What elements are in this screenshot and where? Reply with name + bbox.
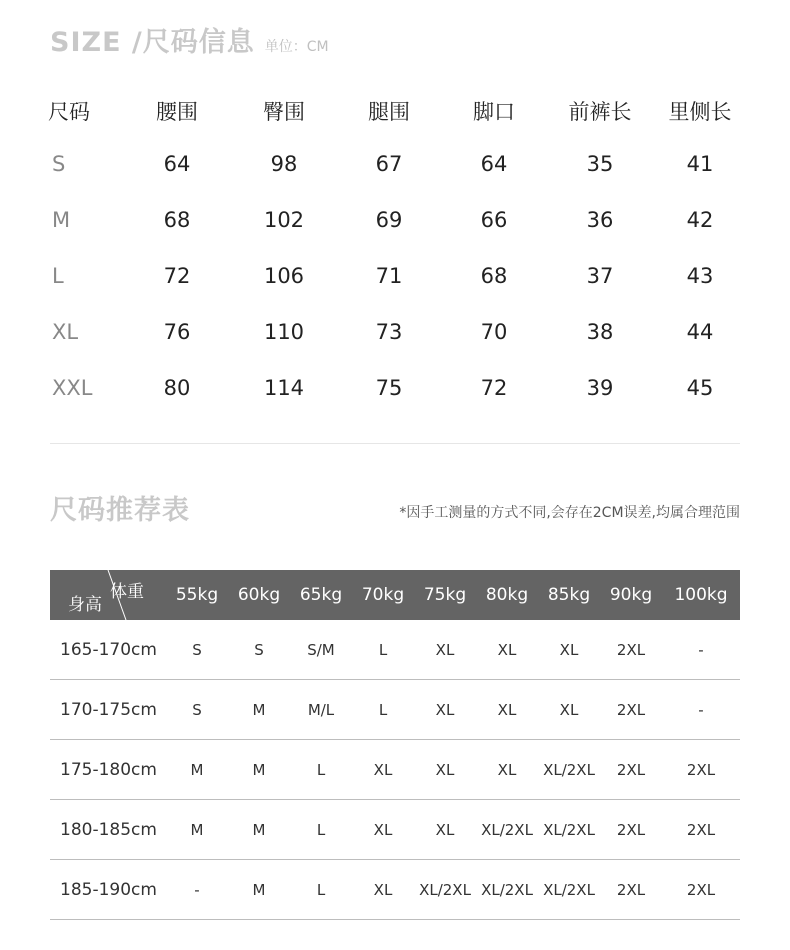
table-cell: L — [290, 800, 352, 860]
height-cell: 180-185cm — [50, 800, 166, 860]
table-cell: 71 — [375, 264, 403, 288]
table-cell: 106 — [263, 264, 305, 288]
table-cell: 68 — [480, 264, 508, 288]
table-cell: XL — [414, 680, 476, 740]
table-cell: - — [166, 860, 228, 920]
table-cell: XL — [352, 860, 414, 920]
table-cell: XL — [352, 740, 414, 800]
table-cell: 68 — [163, 208, 191, 232]
section-divider — [50, 443, 740, 444]
table-cell: M — [228, 740, 290, 800]
table-cell: M — [228, 860, 290, 920]
table-cell: 2XL — [600, 620, 662, 680]
table-cell: XL — [414, 740, 476, 800]
table-row — [44, 136, 750, 192]
table-cell: 37 — [586, 264, 614, 288]
table-cell: XL/2XL — [414, 860, 476, 920]
col-header-size: 尺码 — [48, 100, 90, 124]
size-cell: M — [52, 208, 71, 232]
table-cell: 67 — [375, 152, 403, 176]
size-cell: XL — [52, 320, 79, 344]
col-header-thigh: 腿围 — [368, 100, 410, 124]
col-header-hip: 臀围 — [263, 100, 305, 124]
table-cell: XL — [476, 680, 538, 740]
weight-header: 60kg — [237, 585, 281, 605]
table-cell: M/L — [290, 680, 352, 740]
height-cell: 185-190cm — [50, 860, 166, 920]
col-header-waist: 腰围 — [156, 100, 198, 124]
table-row — [44, 304, 750, 360]
size-info-title — [50, 20, 329, 56]
corner-cell — [50, 570, 166, 620]
size-table — [44, 86, 750, 416]
height-axis-label: 身高 — [68, 595, 102, 615]
weight-header: 65kg — [299, 585, 343, 605]
table-cell: 35 — [586, 152, 614, 176]
table-cell: 2XL — [662, 800, 740, 860]
table-cell: 2XL — [600, 800, 662, 860]
col-header-front-length: 前裤长 — [568, 100, 632, 124]
table-cell: L — [290, 860, 352, 920]
table-cell: 36 — [586, 208, 614, 232]
size-recommend-title: 尺码推荐表 — [50, 495, 190, 526]
table-cell: 39 — [586, 376, 614, 400]
table-row — [50, 800, 740, 860]
table-cell: 114 — [263, 376, 305, 400]
table-cell: XL/2XL — [538, 740, 600, 800]
table-cell: S — [166, 620, 228, 680]
height-cell: 170-175cm — [50, 680, 166, 740]
table-cell: L — [352, 620, 414, 680]
size-info-heading: SIZE /尺码信息 — [50, 27, 255, 58]
table-cell: M — [166, 800, 228, 860]
table-cell: - — [662, 680, 740, 740]
table-cell: L — [352, 680, 414, 740]
table-cell: 2XL — [600, 740, 662, 800]
table-cell: 2XL — [662, 860, 740, 920]
table-cell: XL — [538, 680, 600, 740]
table-cell: 80 — [163, 376, 191, 400]
size-cell: S — [52, 152, 66, 176]
size-table-header — [44, 86, 750, 136]
table-cell: M — [228, 680, 290, 740]
height-cell: 165-170cm — [50, 620, 166, 680]
table-cell: XL — [476, 620, 538, 680]
table-cell: 42 — [686, 208, 714, 232]
table-cell: XL/2XL — [476, 800, 538, 860]
col-header-hem: 脚口 — [473, 100, 515, 124]
table-cell: S — [166, 680, 228, 740]
table-row — [44, 192, 750, 248]
weight-header: 70kg — [361, 585, 405, 605]
table-row — [44, 248, 750, 304]
table-cell: 44 — [686, 320, 714, 344]
table-cell: 64 — [163, 152, 191, 176]
table-row — [50, 620, 740, 680]
table-cell: 38 — [586, 320, 614, 344]
measurement-note: *因手工测量的方式不同,会存在2CM误差,均属合理范围 — [399, 505, 740, 521]
size-cell: L — [52, 264, 64, 288]
table-cell: S — [228, 620, 290, 680]
table-cell: 2XL — [600, 680, 662, 740]
weight-header: 100kg — [674, 585, 728, 605]
table-cell: XL — [352, 800, 414, 860]
table-cell: 75 — [375, 376, 403, 400]
weight-header: 85kg — [547, 585, 591, 605]
table-cell: 2XL — [600, 860, 662, 920]
table-cell: XL/2XL — [538, 860, 600, 920]
table-cell: S/M — [290, 620, 352, 680]
table-cell: 72 — [163, 264, 191, 288]
table-cell: - — [662, 620, 740, 680]
table-cell: 2XL — [662, 740, 740, 800]
size-cell: XXL — [52, 376, 93, 400]
weight-axis-label: 体重 — [110, 582, 144, 602]
table-cell: 98 — [270, 152, 298, 176]
height-cell: 175-180cm — [50, 740, 166, 800]
weight-header: 55kg — [175, 585, 219, 605]
table-cell: 45 — [686, 376, 714, 400]
table-cell: M — [228, 800, 290, 860]
table-cell: XL — [476, 740, 538, 800]
table-cell: 64 — [480, 152, 508, 176]
table-cell: XL — [414, 800, 476, 860]
table-cell: 110 — [263, 320, 305, 344]
unit-label: 单位：CM — [264, 39, 329, 55]
table-cell: 70 — [480, 320, 508, 344]
table-row — [50, 740, 740, 800]
table-cell: 69 — [375, 208, 403, 232]
weight-header: 75kg — [423, 585, 467, 605]
table-cell: M — [166, 740, 228, 800]
table-cell: XL/2XL — [538, 800, 600, 860]
table-cell: 41 — [686, 152, 714, 176]
table-cell: XL/2XL — [476, 860, 538, 920]
recommend-table-header — [50, 570, 740, 620]
table-cell: L — [290, 740, 352, 800]
table-row — [44, 360, 750, 416]
table-cell: 73 — [375, 320, 403, 344]
weight-header: 90kg — [609, 585, 653, 605]
size-recommend-table — [50, 570, 740, 920]
table-cell: 43 — [686, 264, 714, 288]
table-cell: 102 — [263, 208, 305, 232]
table-cell: XL — [538, 620, 600, 680]
col-header-inseam: 里侧长 — [668, 100, 732, 124]
weight-header: 80kg — [485, 585, 529, 605]
table-cell: XL — [414, 620, 476, 680]
table-cell: 76 — [163, 320, 191, 344]
table-row — [50, 860, 740, 920]
table-row — [50, 680, 740, 740]
table-cell: 72 — [480, 376, 508, 400]
table-cell: 66 — [480, 208, 508, 232]
